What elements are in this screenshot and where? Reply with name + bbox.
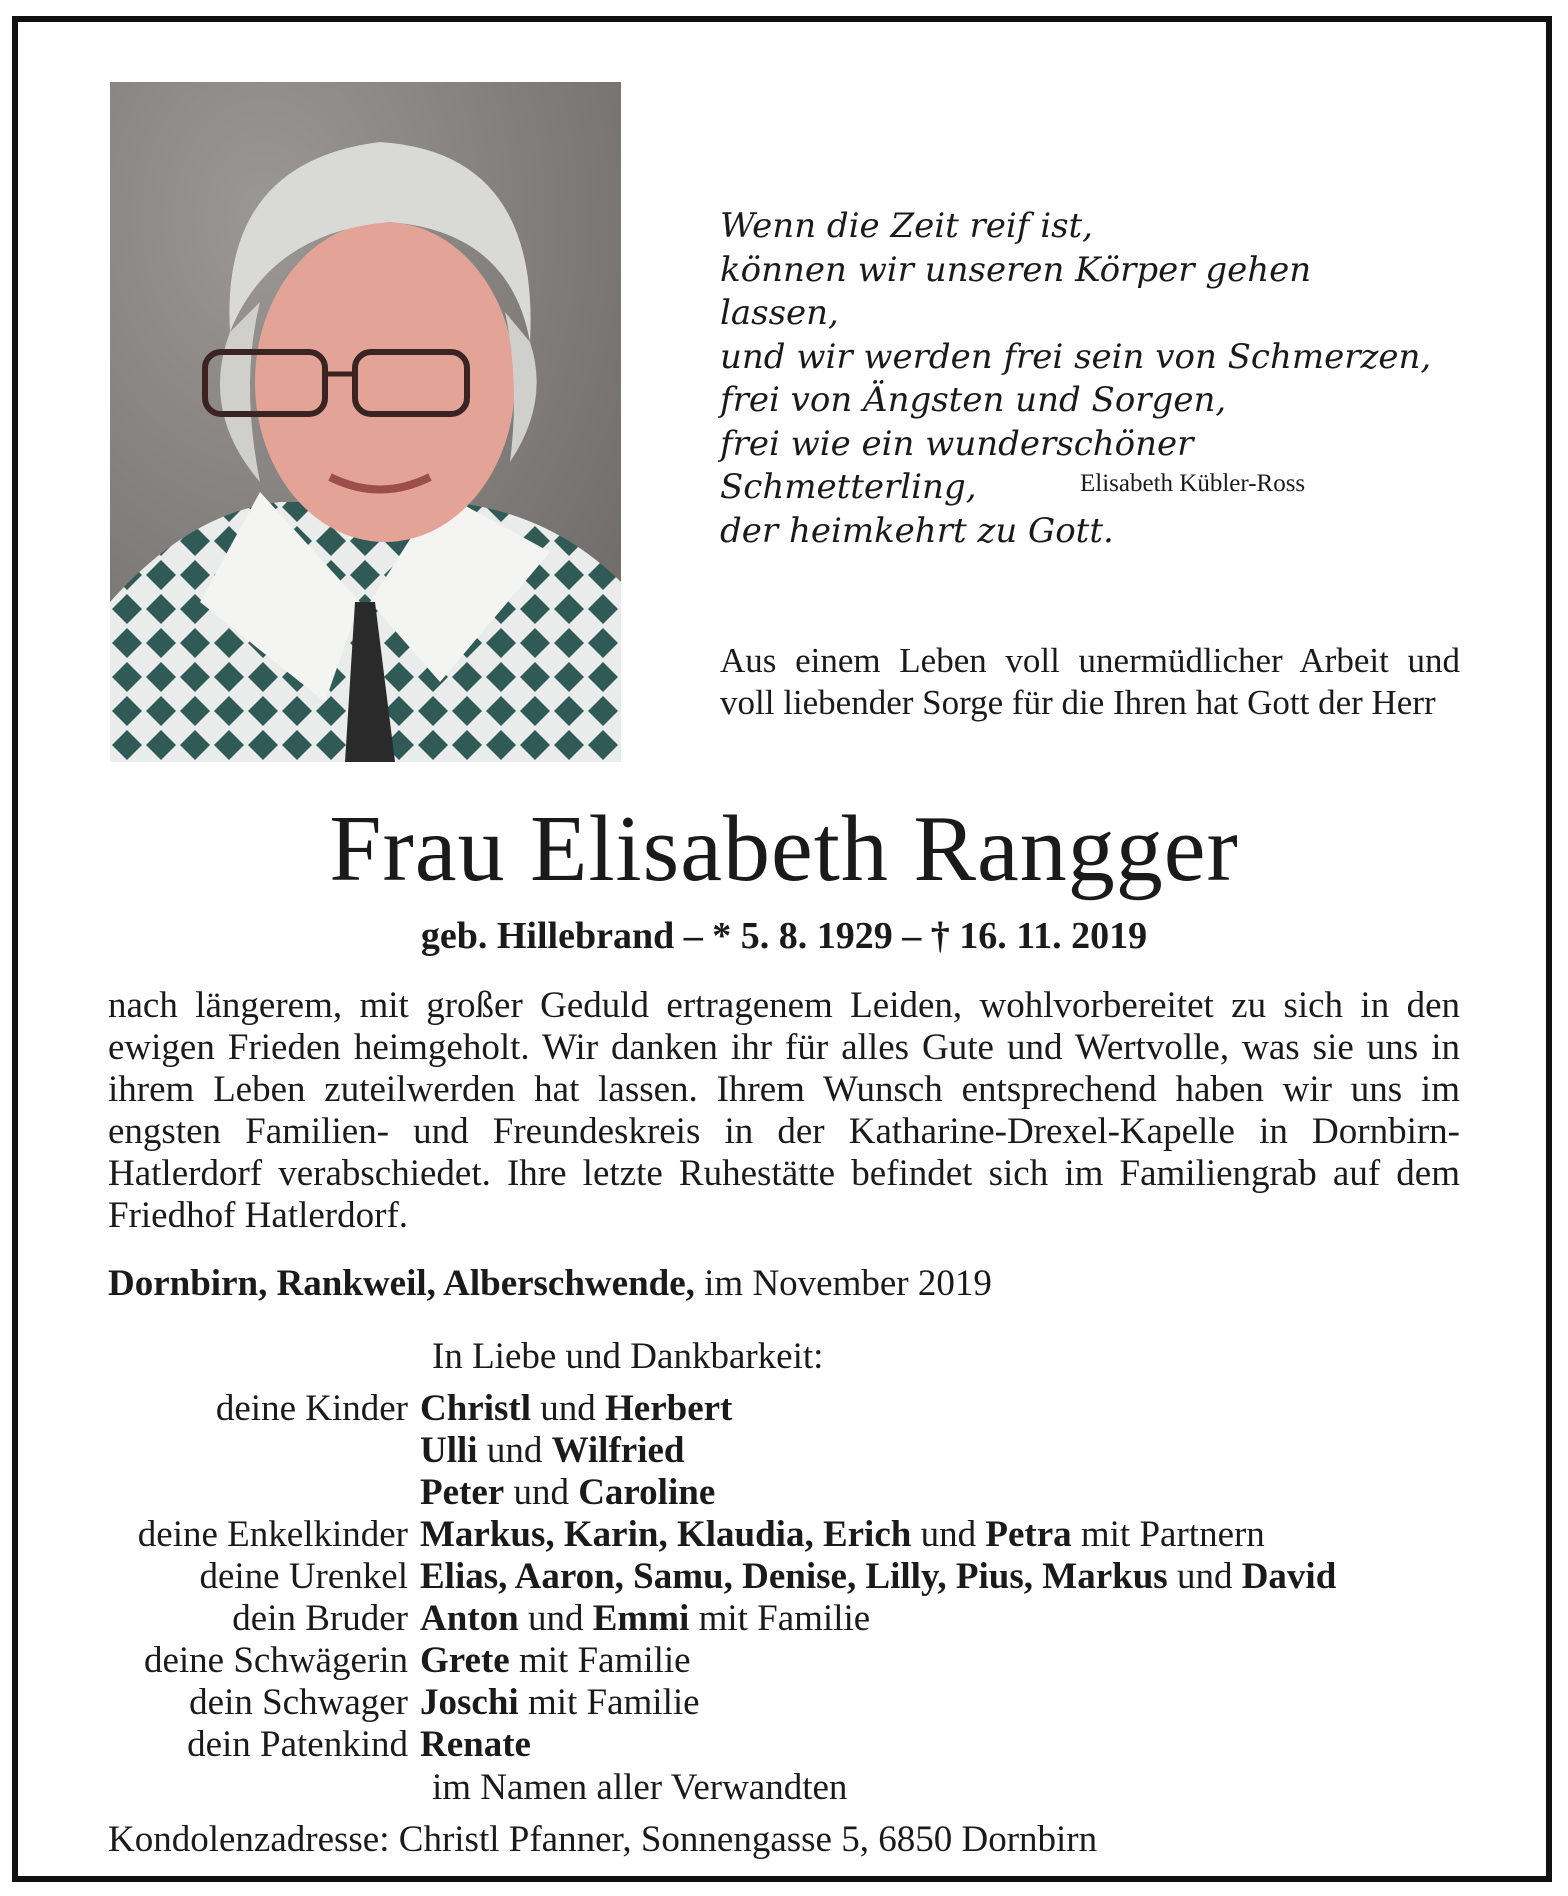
condolence-address: Kondolenzadresse: Christl Pfanner, Sonnengasse 5, 6850 Dornbirn [108, 1819, 1098, 1860]
family-row [80, 1514, 1336, 1556]
quote-line: frei von Ängsten und Sorgen, [720, 380, 1227, 420]
quote [720, 205, 1440, 553]
family-name: Emmi [592, 1598, 690, 1639]
family-name: Peter [420, 1472, 505, 1513]
family-connector: mit Partnern [1071, 1514, 1265, 1555]
family-members [420, 1598, 870, 1640]
quote-line: und wir werden frei sein von Schmerzen, [720, 336, 1432, 377]
family-row [80, 1724, 1336, 1766]
closing-line: im Namen aller Verwandten [432, 1767, 848, 1808]
quote-line: können wir unseren Körper gehen lassen, [720, 249, 1312, 333]
family-members [420, 1556, 1336, 1598]
body-text: nach längerem, mit großer Geduld ertragenem Leiden, wohlvorbereitet zu sich in den ewigen Frieden heimgeholt. Wir danken ihr für alles Gute und Wertvolle, was sie uns in ihrem Leben zuteilwerden hat lassen. Ihrem Wunsch entsprechend haben wir uns im engsten Familien- und Freundeskreis in der Katharine-Drexel-Kapelle in Dornbirn-Hatlerdorf verabschiedet. Ihre letzte Ruhestätte befindet sich im Familiengrab auf dem Friedhof Hatlerdorf. [108, 985, 1460, 1236]
family-members [420, 1640, 691, 1682]
family-row [80, 1640, 1336, 1682]
quote-line: Wenn die Zeit reif ist, [720, 206, 1093, 246]
family-connector: und [504, 1472, 579, 1513]
family-row [80, 1556, 1336, 1598]
family-list [80, 1388, 1336, 1766]
family-relation: dein Schwager [189, 1682, 408, 1723]
family-connector: und [911, 1514, 986, 1555]
family-row [80, 1388, 1336, 1430]
family-connector: mit Familie [509, 1640, 691, 1681]
birth-death-line: geb. Hillebrand – * 5. 8. 1929 – † 16. 11. 2019 [420, 915, 1148, 957]
portrait-illustration [110, 82, 621, 762]
family-row [80, 1430, 1336, 1472]
family-name: Petra [985, 1514, 1072, 1555]
family-name: Wilfried [551, 1430, 685, 1471]
family-connector: und [477, 1430, 552, 1471]
dankbarkeit-line: In Liebe und Dankbarkeit: [432, 1336, 824, 1377]
family-name: Caroline [578, 1472, 716, 1513]
place-date: im November 2019 [704, 1263, 992, 1304]
family-members [420, 1682, 700, 1724]
family-connector: mit Familie [518, 1682, 700, 1723]
family-relation: deine Kinder [215, 1388, 408, 1429]
family-name: Anton [420, 1598, 519, 1639]
intro-text: Aus einem Leben voll unermüdlicher Arbeit und voll liebender Sorge für die Ihren hat Gott der Herr [720, 641, 1460, 722]
family-members [420, 1472, 715, 1514]
family-members [420, 1388, 732, 1430]
family-members [420, 1514, 1265, 1556]
place-date-line [108, 1262, 992, 1305]
family-relation: deine Enkelkinder [137, 1514, 408, 1555]
family-relation: dein Bruder [232, 1598, 408, 1639]
family-connector: und [1167, 1556, 1242, 1597]
family-row [80, 1682, 1336, 1724]
portrait-photo [110, 82, 621, 762]
family-name: Markus, Karin, Klaudia, Erich [420, 1514, 912, 1555]
family-relation: deine Schwägerin [143, 1640, 408, 1681]
family-name: Herbert [605, 1388, 733, 1429]
quote-author: Elisabeth Kübler-Ross [1080, 470, 1306, 497]
deceased-name: Frau Elisabeth Rangger [329, 797, 1239, 901]
family-relation [80, 1430, 420, 1472]
family-name: Grete [420, 1640, 510, 1681]
quote-line: der heimkehrt zu Gott. [720, 510, 1114, 551]
family-members [420, 1430, 684, 1472]
family-name: David [1241, 1556, 1337, 1597]
place-towns: Dornbirn, Rankweil, Alberschwende, [108, 1263, 695, 1304]
family-connector: mit Familie [689, 1598, 871, 1639]
family-relation [80, 1472, 420, 1514]
family-row [80, 1598, 1336, 1640]
family-name: Christl [420, 1388, 531, 1429]
family-name: Elias, Aaron, Samu, Denise, Lilly, Pius, Markus [420, 1556, 1168, 1597]
family-connector: und [531, 1388, 605, 1429]
family-name: Ulli [420, 1430, 478, 1471]
quote-line: frei wie ein wunderschöner Schmetterling, [720, 423, 1194, 507]
family-name: Joschi [420, 1682, 519, 1723]
family-row [80, 1472, 1336, 1514]
family-relation: dein Patenkind [187, 1724, 408, 1765]
family-name: Renate [420, 1724, 531, 1765]
family-members [420, 1724, 531, 1766]
family-connector: und [518, 1598, 593, 1639]
family-relation: deine Urenkel [199, 1556, 408, 1597]
